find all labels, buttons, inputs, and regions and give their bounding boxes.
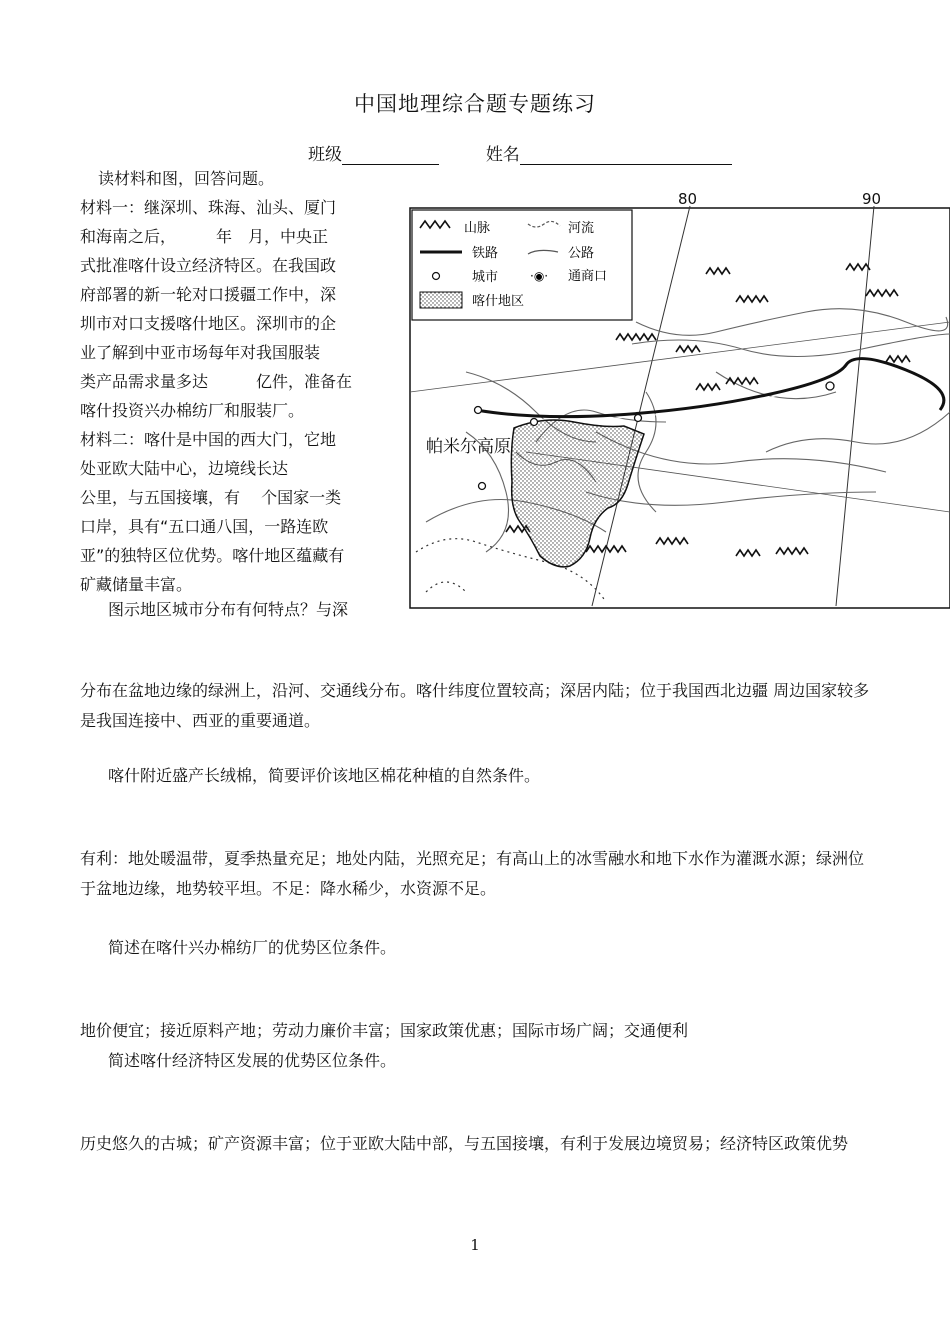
lon-label-90: 90 (862, 192, 882, 208)
material-line: 矿藏储量丰富。 (80, 575, 193, 594)
material-line: 公里，与五国接壤，有 个国家一类 (80, 488, 342, 507)
material-line: 处亚欧大陆中心，边境线长达 (80, 459, 289, 478)
lon-label-80: 80 (678, 192, 698, 208)
material-line: 式批准喀什设立经济特区。在我国政 (80, 256, 337, 275)
legend-port: 通商口 (568, 269, 608, 284)
answer-4: 历史悠久的古城；矿产资源丰富；位于亚欧大陆中部，与五国接壤，有利于发展边境贸易；经济特区政策优势 (80, 1134, 849, 1153)
material-line: 类产品需求量多达 亿件，准备在 (80, 372, 353, 391)
material-line: 亚”的独特区位优势。喀什地区蕴藏有 (80, 546, 345, 565)
answer-1: 分布在盆地边缘的绿洲上，沿河、交通线分布。喀什纬度位置较高；深居内陆；位于我国西北边疆 周边国家较多 是我国连接中、西亚的重要通道。 (80, 681, 870, 730)
material-line: 喀什投资兴办棉纺厂和服装厂。 (80, 401, 305, 420)
plateau-label: 帕米尔高原 (426, 437, 511, 457)
material-line: 业了解到中亚市场每年对我国服装 (80, 343, 321, 362)
page-number: 1 (470, 1236, 480, 1254)
name-label: 姓名 (485, 145, 520, 165)
question-4: 简述喀什经济特区发展的优势区位条件。 (108, 1051, 397, 1070)
legend-river: 河流 (568, 221, 595, 236)
answer-2: 有利：地处暖温带，夏季热量充足；地处内陆，光照充足；有高山上的冰雪融水和地下水作为灌溉水源；绿洲位于盆地边缘，地势较平坦。不足：降水稀少，水资源不足。 (80, 849, 865, 898)
class-label: 班级 (308, 145, 342, 165)
material-line: 材料一：继深圳、珠海、汕头、厦门 (80, 198, 337, 217)
page-title: 中国地理综合题专题练习 (354, 92, 596, 116)
class-name-line (308, 140, 732, 165)
material-line: 材料二：喀什是中国的西大门，它地 (80, 430, 337, 449)
city-marker (479, 483, 486, 490)
city-symbol (433, 273, 440, 280)
name-blank (520, 148, 732, 165)
kashgar-map (406, 192, 950, 612)
legend-highway: 公路 (568, 246, 595, 261)
material-line: 圳市对口支援喀什地区。深圳市的企 (80, 314, 337, 333)
city-marker (826, 382, 834, 390)
city-marker (531, 419, 538, 426)
question-3: 简述在喀什兴办棉纺厂的优势区位条件。 (108, 938, 397, 957)
city-marker (635, 415, 642, 422)
port-symbol: ·◉· (530, 269, 549, 283)
class-blank (342, 148, 439, 165)
material-line: 府部署的新一轮对口援疆工作中，深 (80, 285, 337, 304)
material-text (80, 193, 380, 599)
question-2: 喀什附近盛产长绒棉，简要评价该地区棉花种植的自然条件。 (108, 766, 541, 785)
intro-text: 读材料和图，回答问题。 (98, 169, 275, 188)
legend-mountain: 山脉 (464, 221, 491, 236)
kashgar-region-symbol (420, 292, 462, 308)
city-marker (475, 407, 482, 414)
answer-3: 地价便宜；接近原料产地；劳动力廉价丰富；国家政策优惠；国际市场广阔；交通便利 (80, 1021, 689, 1040)
material-line: 口岸，具有“五口通八国，一路连欧 (80, 517, 329, 536)
legend-kashgar-region: 喀什地区 (472, 294, 525, 309)
material-line: 和海南之后， 年 月，中央正 (80, 227, 329, 246)
question-1: 图示地区城市分布有何特点？与深 (108, 600, 349, 619)
legend-railway: 铁路 (472, 246, 499, 261)
legend-city: 城市 (472, 270, 499, 285)
